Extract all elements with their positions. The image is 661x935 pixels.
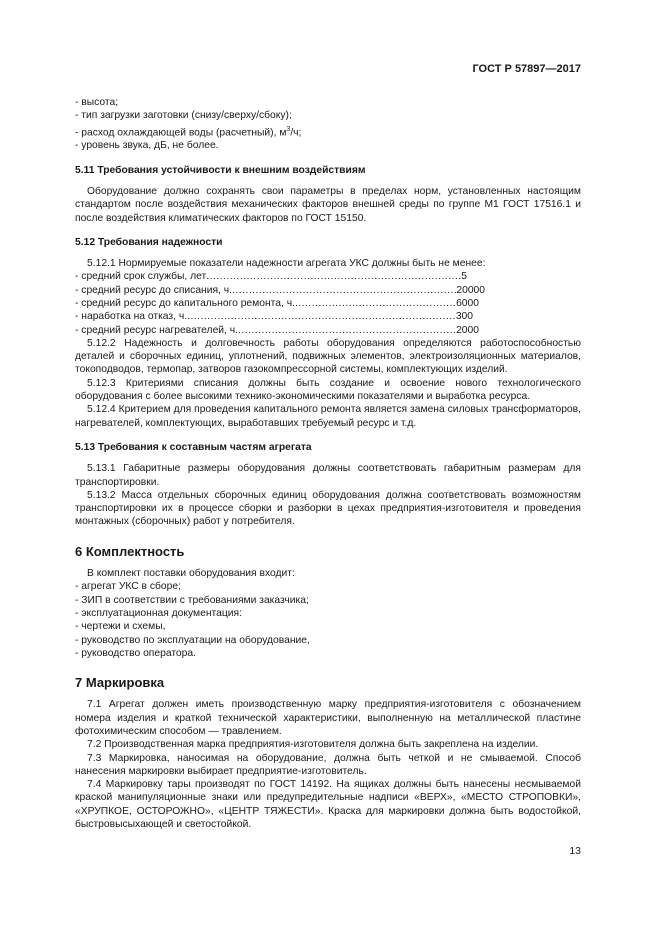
section-5-13-1-text: 5.13.1 Габаритные размеры оборудования должны соответствовать габаритным размерам для транспортировки. <box>75 463 581 488</box>
section-5-12-4-text: 5.12.4 Критерием для проведения капитального ремонта является замена силовых трансформаторов, нагревателей, комплектующих, выработавших требуемый ресурс и т.д. <box>75 404 581 429</box>
list-item: - ЗИП в соответствии с требованиями заказчика; <box>75 594 309 606</box>
section-5-13-2-text: 5.13.2 Масса отдельных сборочных единиц оборудования должна соответствовать возможностям транспортировки их в процессе сборки и разборки в цехах предприятия-изготовителя и проведения монтажных (сборочных) работ у потребителя. <box>75 489 581 528</box>
chapter-6-intro: В комплект поставки оборудования входит: <box>87 568 295 580</box>
reliability-table <box>75 270 581 336</box>
reliability-label: - средний срок службы, лет <box>75 271 207 283</box>
list-item: - чертежи и схемы, <box>75 621 166 633</box>
section-5-12-1-intro: 5.12.1 Нормируемые показатели надежности агрегата УКС должны быть не менее: <box>87 258 486 270</box>
reliability-label: - средний ресурс до списания, ч. <box>75 284 233 296</box>
list-item: - агрегат УКС в сборе; <box>75 581 181 593</box>
reliability-row <box>75 324 479 337</box>
list-item: - руководство оператора. <box>75 647 196 659</box>
list-item: - уровень звука, дБ, не более. <box>75 140 219 152</box>
list-item: - эксплуатационная документация: <box>75 607 242 619</box>
delivery-list <box>75 580 581 660</box>
leader-dots <box>206 270 461 283</box>
leader-dots <box>232 284 456 297</box>
leader-dots <box>187 310 456 323</box>
section-7-2-text: 7.2 Производственная марка предприятия-изготовителя должна быть закреплена на изделии. <box>87 739 539 751</box>
reliability-value: 6000 <box>456 297 479 309</box>
list-item <box>75 123 581 140</box>
params-list <box>75 96 581 153</box>
reliability-label: - средний ресурс нагревателей, ч. <box>75 324 238 336</box>
section-5-11-title: 5.11 Требования устойчивости к внешним воздействиям <box>75 164 366 176</box>
reliability-row <box>75 297 479 310</box>
reliability-value: 2000 <box>456 324 479 336</box>
list-item: - тип загрузки заготовки (снизу/сверху/сбоку); <box>75 110 292 122</box>
reliability-row <box>75 310 473 323</box>
leader-dots <box>295 297 456 310</box>
section-5-13-title: 5.13 Требования к составным частям агрегата <box>75 441 312 453</box>
chapter-6-title: 6 Комплектность <box>75 543 185 559</box>
chapter-7-title: 7 Маркировка <box>75 675 165 691</box>
section-7-4-text: 7.4 Маркировку тары производят по ГОСТ 14192. На ящиках должны быть нанесены несмываемой краской манипуляционные знаки или предупредительные надписи «ВЕРХ», «МЕСТО СТРОПОВКИ», «ХРУПКОЕ, ОСТОРОЖНО», «ЦЕНТР ТЯЖЕСТИ». Краска для маркировки должна быть водостойкой, быстровысыхающей и светостойкой. <box>75 779 581 831</box>
document-header-id: ГОСТ Р 57897—2017 <box>472 63 581 75</box>
reliability-label: - наработка на отказ, ч. <box>75 311 188 323</box>
reliability-value: 20000 <box>456 284 485 296</box>
list-item: - руководство по эксплуатации на оборудование, <box>75 634 310 646</box>
section-5-12-3-text: 5.12.3 Критериями списания должны быть создание и освоение нового технологического оборудования с более высокими технико-экономическими показателями и выработка ресурса. <box>75 377 581 403</box>
section-5-12-2-text: 5.12.2 Надежность и долговечность работы оборудования определяются работоспособностью деталей и сборочных единиц, уплотнений, подвижных элементов, электроизоляционных материалов, токоподводов, термопар, затворов газокомпрессорной системы, комплектующих изделий. <box>75 337 581 376</box>
reliability-value: 5 <box>461 271 467 283</box>
list-item-text: - расход охлаждающей воды (расчетный), м <box>75 127 287 139</box>
leader-dots <box>238 324 456 337</box>
reliability-row <box>75 270 467 283</box>
reliability-row <box>75 284 485 297</box>
section-7-1-text: 7.1 Агрегат должен иметь производственную марку предприятия-изготовителя с обозначением номера изделия и краткой технической характеристики, выполненную на металлической пластине фотохимическим способом — травлением. <box>75 699 581 737</box>
reliability-label: - средний ресурс до капитального ремонта, ч. <box>75 297 295 309</box>
section-5-12-title: 5.12 Требования надежности <box>75 236 223 248</box>
page-number: 13 <box>569 845 581 857</box>
section-7-3-text: 7.3 Маркировка, наносимая на оборудование, должна быть четкой и не смываемой. Способ нанесения маркировки выбирает предприятие-изготовитель. <box>75 752 581 777</box>
unit-superscript: 3 <box>286 125 291 133</box>
reliability-value: 300 <box>455 311 473 323</box>
list-item: - высота; <box>75 97 119 108</box>
page-content <box>75 96 581 831</box>
section-5-11-text: Оборудование должно сохранять свои параметры в пределах норм, установленных настоящим стандартом после воздействия механических факторов внешней среды по группе М1 ГОСТ 17516.1 и после воздействия климатических факторов по ГОСТ 15150. <box>75 185 581 224</box>
unit-tail: /ч; <box>290 127 302 139</box>
